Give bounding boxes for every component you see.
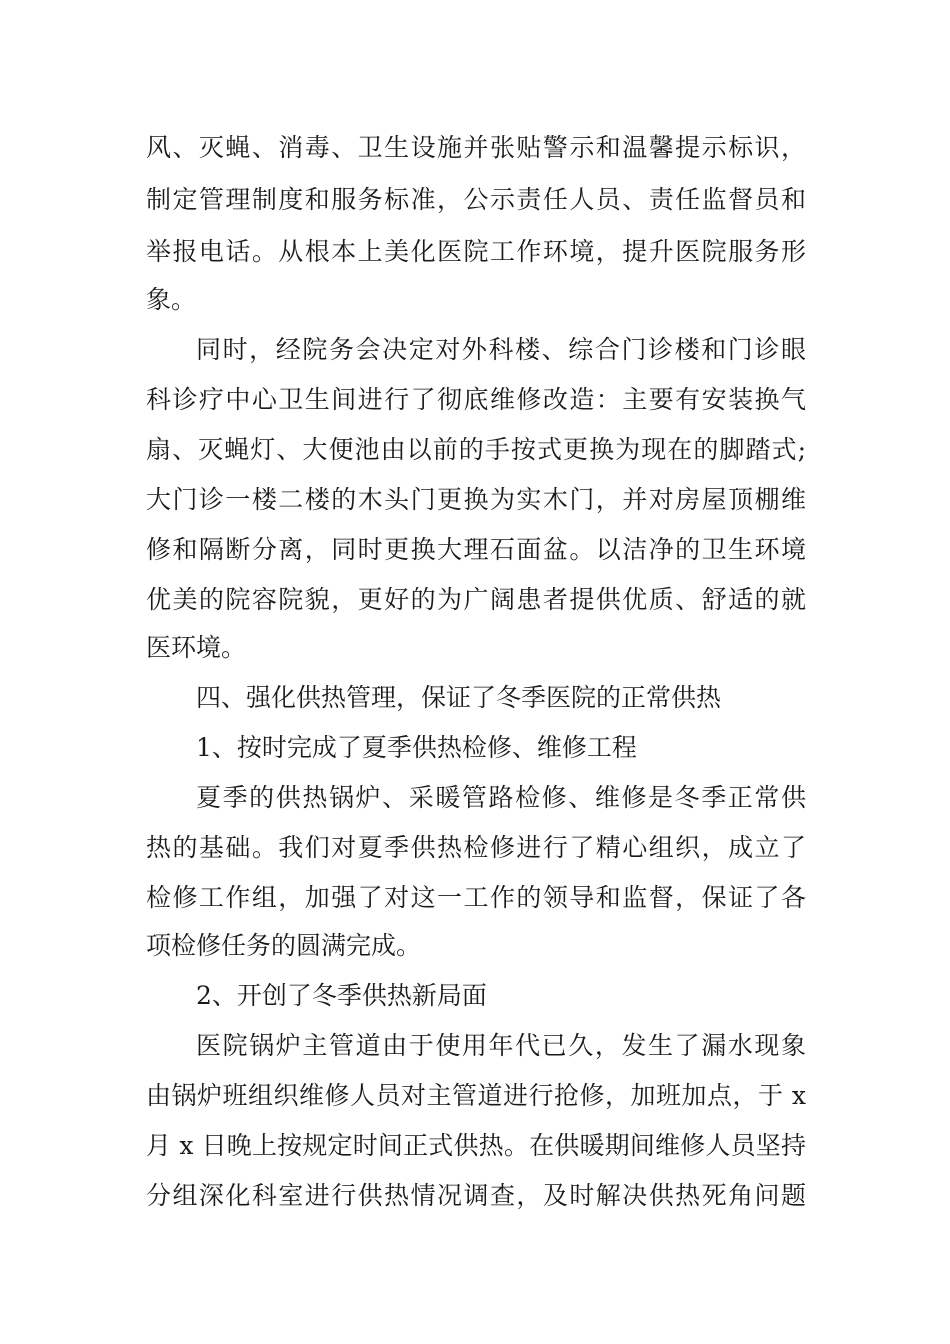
text-line: 夏季的供热锅炉、采暖管路检修、维修是冬季正常供 — [196, 783, 806, 812]
text-line: 医环境。 — [146, 633, 247, 662]
section-heading: 四、强化供热管理，保证了冬季医院的正常供热 — [196, 683, 722, 712]
text-line: 月 x 日晚上按规定时间正式供热。在供暖期间维修人员坚持 — [146, 1131, 806, 1160]
text-line: 检修工作组，加强了对这一工作的领导和监督，保证了各 — [146, 883, 806, 912]
subsection-heading: 1、按时完成了夏季供热检修、维修工程 — [196, 733, 637, 762]
text-line: 举报电话。从根本上美化医院工作环境，提升医院服务形 — [146, 237, 806, 266]
text-line: 优美的院容院貌，更好的为广阔患者提供优质、舒适的就 — [146, 585, 806, 614]
text-line: 大门诊一楼二楼的木头门更换为实木门，并对房屋顶棚维 — [146, 485, 806, 514]
text-line: 扇、灭蝇灯、大便池由以前的手按式更换为现在的脚踏式; — [146, 435, 806, 464]
text-line: 象。 — [146, 285, 197, 314]
text-line: 科诊疗中心卫生间进行了彻底维修改造：主要有安装换气 — [146, 385, 806, 414]
text-line: 修和隔断分离，同时更换大理石面盆。以洁净的卫生环境 — [146, 535, 806, 564]
text-line: 同时，经院务会决定对外科楼、综合门诊楼和门诊眼 — [196, 335, 806, 364]
text-line: 项检修任务的圆满完成。 — [146, 931, 422, 960]
text-line: 热的基础。我们对夏季供热检修进行了精心组织，成立了 — [146, 833, 806, 862]
text-line: 由锅炉班组织维修人员对主管道进行抢修，加班加点，于 x — [146, 1081, 806, 1110]
subsection-heading: 2、开创了冬季供热新局面 — [196, 981, 487, 1010]
text-line: 制定管理制度和服务标准，公示责任人员、责任监督员和 — [146, 185, 806, 214]
text-line: 分组深化科室进行供热情况调查，及时解决供热死角问题 — [146, 1181, 806, 1210]
text-line: 医院锅炉主管道由于使用年代已久，发生了漏水现象 — [196, 1031, 806, 1060]
text-line: 风、灭蝇、消毒、卫生设施并张贴警示和温馨提示标识， — [146, 133, 806, 162]
